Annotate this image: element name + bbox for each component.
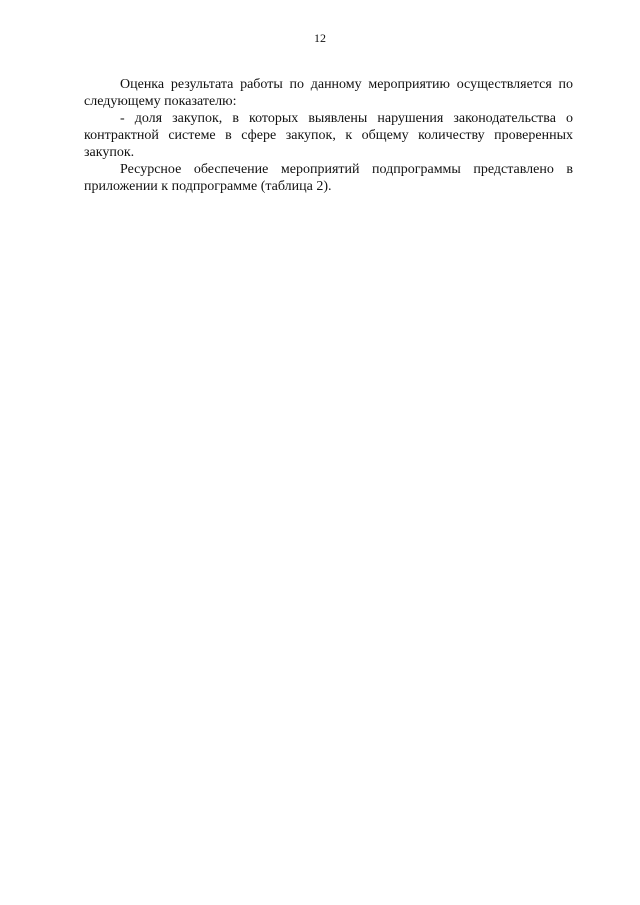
paragraph-resources: Ресурсное обеспечение мероприятий подпрограммы представлено в приложении к подпрограмме (таблица 2). <box>84 162 573 194</box>
paragraph-evaluation: Оценка результата работы по данному мероприятию осуществляется по следующему показателю: <box>84 77 573 109</box>
paragraph-indicator: - доля закупок, в которых выявлены нарушения законодательства о контрактной системе в сфере закупок, к общему количеству проверенных закупок. <box>84 111 573 160</box>
body-text <box>84 76 573 195</box>
page-number: 12 <box>314 31 326 45</box>
